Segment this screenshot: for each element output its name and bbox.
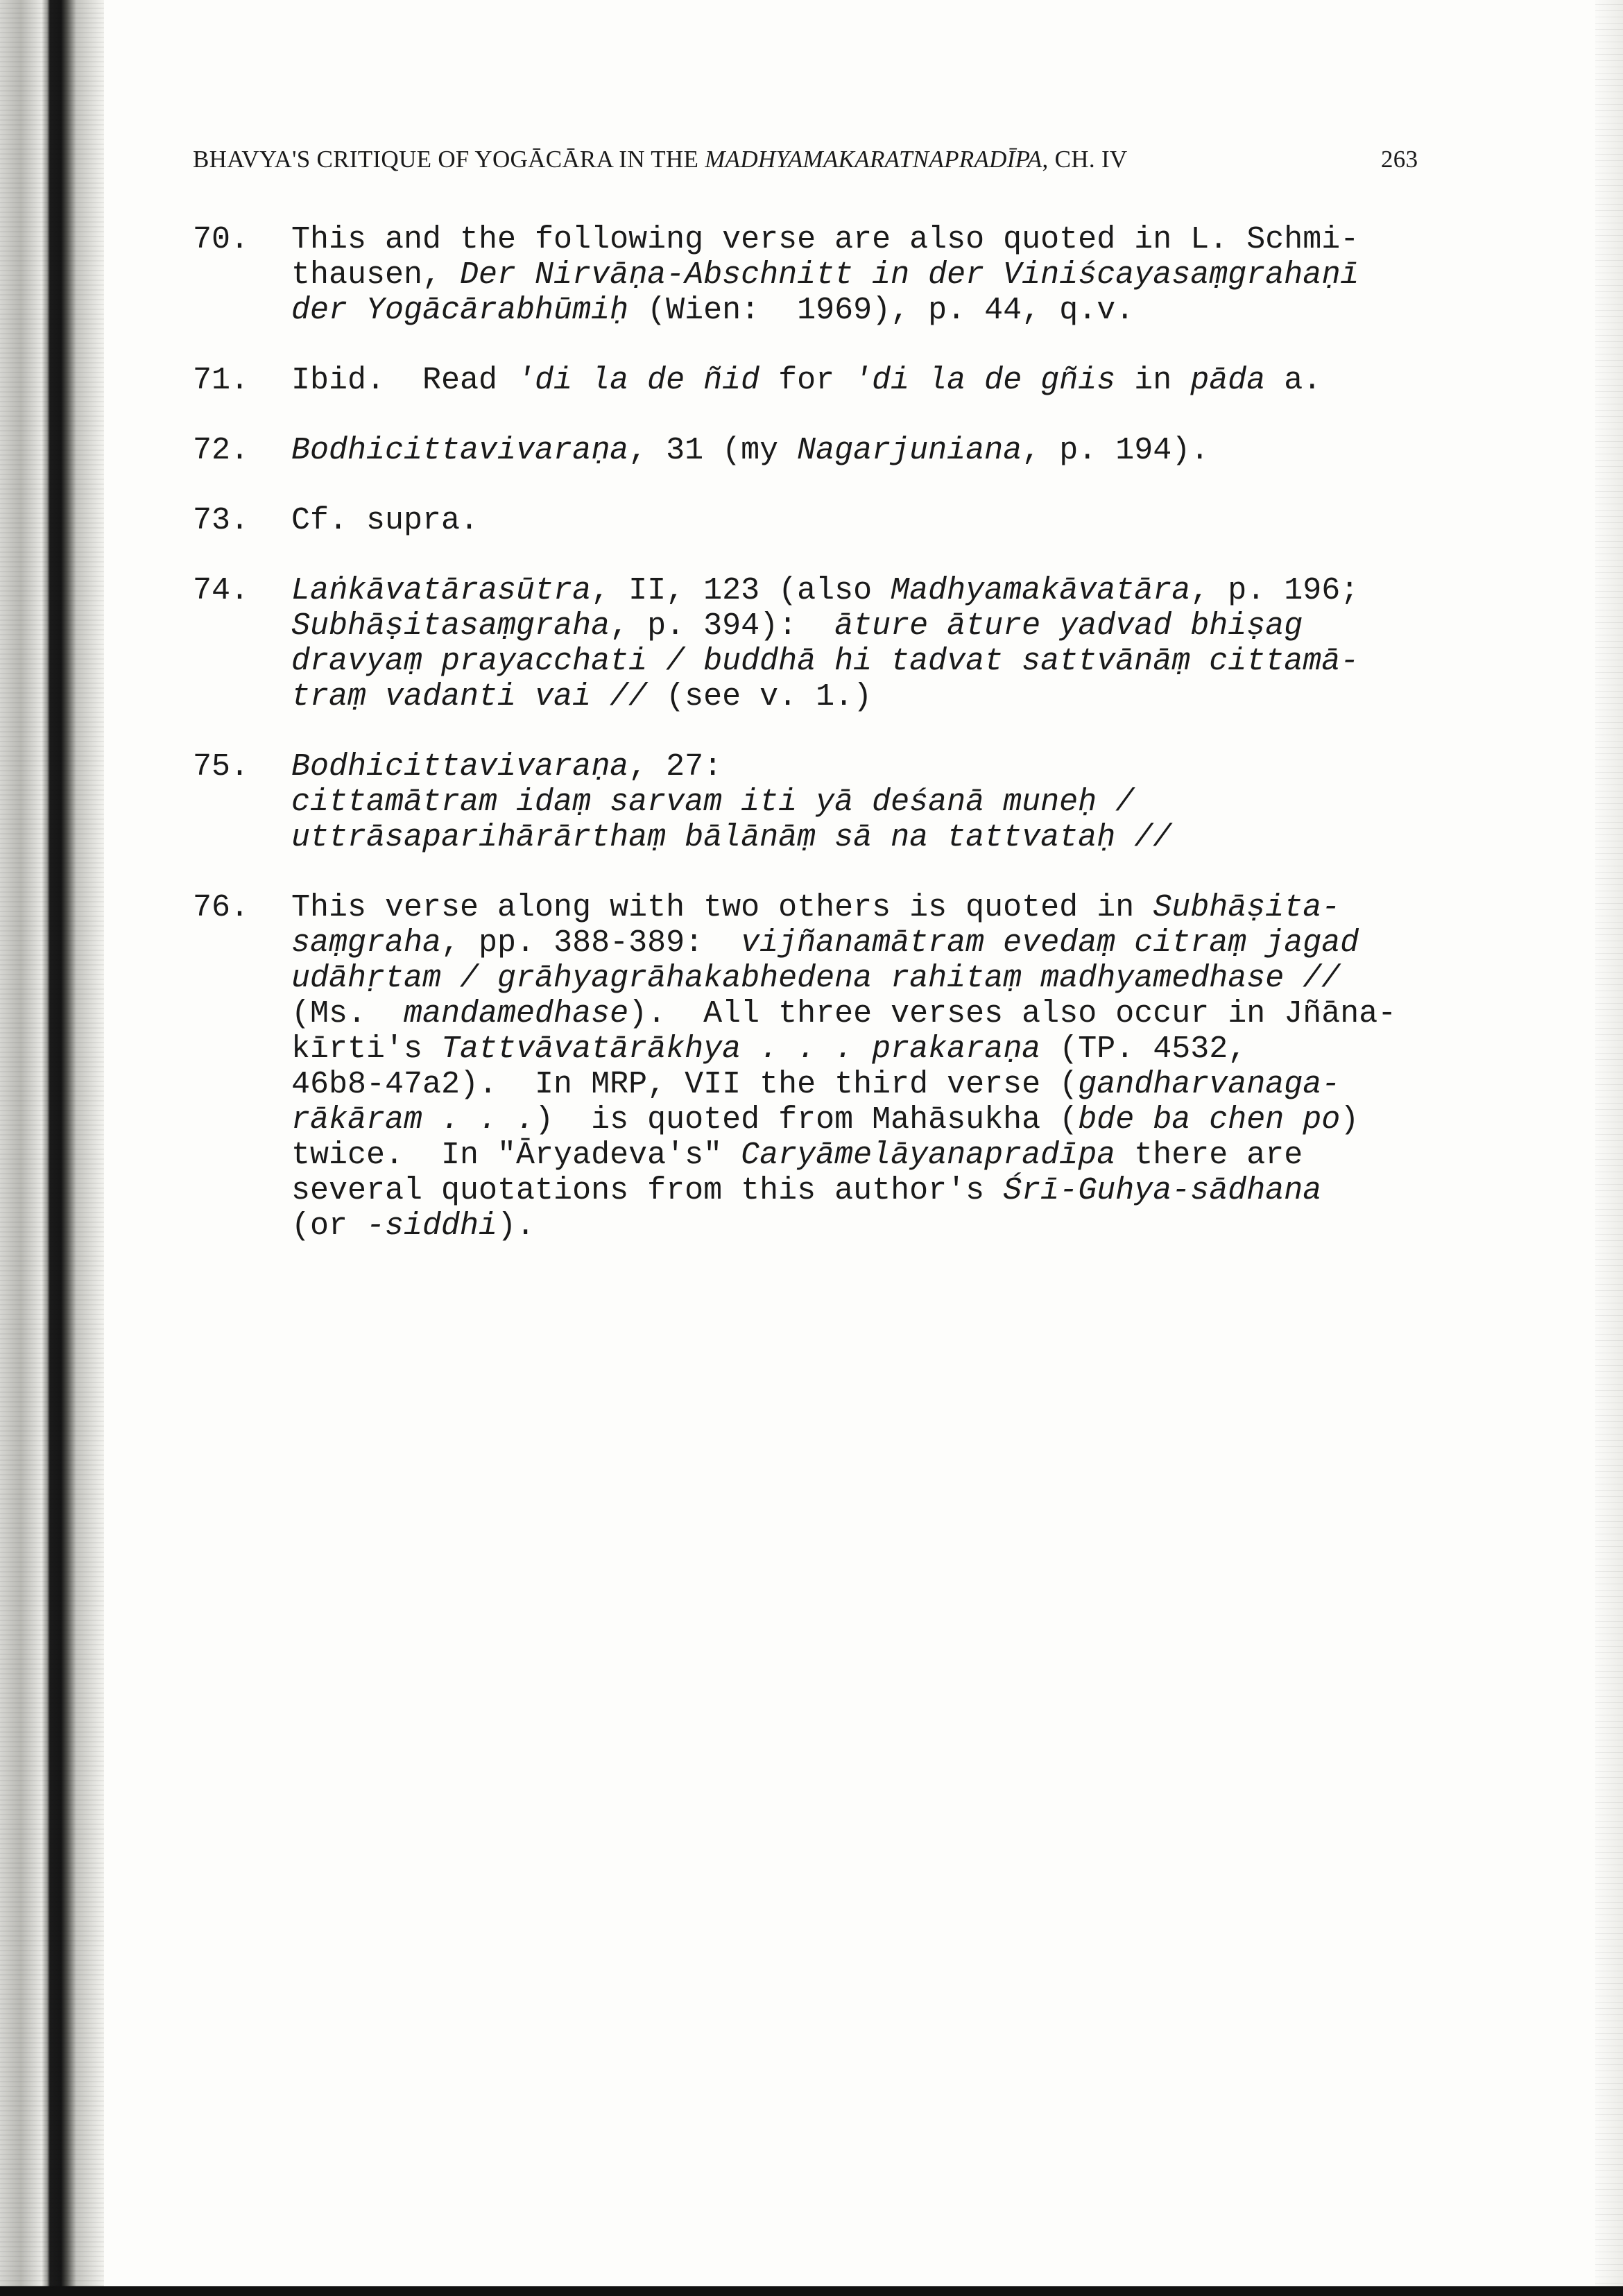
italic-run: bde ba chen po [1078,1102,1341,1138]
italic-run: āture āture yadvad bhiṣag [834,608,1303,644]
italic-run: udāhṛtam / grāhyagrāhakabhedena rahitaṃ madhyamedhase // [291,961,1341,996]
italic-run: dravyaṃ prayacchati / buddhā hi tadvat sattvānāṃ cittamā- [291,644,1359,679]
footnote [193,503,1441,538]
footnote-number: 76. [193,890,250,925]
page-number: 263 [1381,146,1418,173]
italic-run: Madhyamakāvatāra [891,573,1191,608]
footnote-line [291,257,1441,293]
footnote [193,433,1441,468]
text-run: (Ms. [291,996,404,1031]
text-run: , 27: [628,749,723,785]
text-run: , pp. 388-389: [441,925,741,961]
italic-run: Der Nirvāṇa-Abschnitt in der Viniścayasaṃgrahaṇī [460,257,1359,293]
italic-run: Tattvāvatārākhya . . . prakaraṇa [441,1031,1041,1067]
text-run: 46b8-47a2). In MRP, VII the third verse ( [291,1067,1079,1102]
text-run: several quotations from this author's [291,1173,1004,1208]
italic-run: Bodhicittavivaraṇa [291,433,629,468]
footnote-text [291,222,1441,328]
text-run: ). [497,1208,535,1244]
scan-bottom-edge [0,2286,1623,2296]
footnote-line [291,996,1441,1031]
footnote [193,890,1441,1244]
footnote-line [291,1138,1441,1173]
footnote-line [291,1031,1441,1067]
text-run: This verse along with two others is quoted in [291,890,1153,925]
footnote-line [291,503,1441,538]
italic-run: gandharvanaga- [1078,1067,1341,1102]
footnote-number: 72. [193,433,250,468]
text-run: thausen, [291,257,461,293]
text-run: Ibid. Read [291,363,517,398]
footnote-text [291,573,1441,714]
footnote-line [291,573,1441,608]
italic-run: pāda [1190,363,1266,398]
text-run: , p. 196; [1190,573,1359,608]
footnote-line [291,925,1441,961]
text-run: there are [1115,1138,1303,1173]
footnote [193,363,1441,398]
footnote-line [291,363,1441,398]
footnote-line [291,644,1441,679]
footnote-line [291,820,1441,855]
text-run: ) [1340,1102,1359,1138]
italic-run: Nagarjuniana [797,433,1022,468]
italic-run: traṃ vadanti vai // [291,679,648,714]
footnote-line [291,608,1441,644]
text-run: This and the following verse are also quoted in L. Schmi- [291,222,1359,257]
footnote-line [291,1102,1441,1138]
text-run: , 31 (my [628,433,798,468]
running-header [193,146,1427,173]
footnote-number: 71. [193,363,250,398]
italic-run: Bodhicittavivaraṇa [291,749,629,785]
footnote-text [291,890,1441,1244]
italic-run: -siddhi [366,1208,498,1244]
text-run: ) is quoted from Mahāsukha ( [535,1102,1079,1138]
italic-run: Subhāṣita- [1153,890,1341,925]
italic-run: 'di la de gñis [853,363,1116,398]
text-run: , p. 394): [610,608,835,644]
footnote [193,222,1441,328]
footnote-text [291,503,1441,538]
italic-run: rākāram . . . [291,1102,535,1138]
text-run: a. [1265,363,1322,398]
footnotes-list [193,222,1441,1278]
footnote-number: 70. [193,222,250,257]
footnote-line [291,961,1441,996]
footnote-line [291,222,1441,257]
footnote-line [291,1208,1441,1244]
footnote-number: 74. [193,573,250,608]
text-run: , II, 123 (also [591,573,891,608]
scan-right-edge [1595,0,1623,2296]
scan-binding-edge [0,0,104,2296]
italic-run: Laṅkāvatārasūtra [291,573,592,608]
footnote-line [291,1067,1441,1102]
italic-run: Caryāmelāyanapradīpa [741,1138,1116,1173]
running-title-prefix: BHAVYA'S CRITIQUE OF YOGĀCĀRA IN THE [193,146,705,173]
footnote-text [291,363,1441,398]
running-title-suffix: , CH. IV [1042,146,1128,173]
footnote-line [291,749,1441,785]
footnote-line [291,293,1441,328]
text-run: (Wien: 1969), p. 44, q.v. [628,293,1135,328]
text-run: kīrti's [291,1031,442,1067]
text-run: (see v. 1.) [647,679,873,714]
footnote [193,573,1441,714]
footnote-text [291,749,1441,855]
italic-run: cittamātram idaṃ sarvam iti yā deśanā muneḥ / [291,785,1135,820]
text-run: , p. 194). [1022,433,1210,468]
footnote-text [291,433,1441,468]
footnote-line [291,679,1441,714]
footnote-number: 75. [193,749,250,785]
italic-run: mandamedhase [404,996,629,1031]
italic-run: Śrī-Guhya-sādhana [1003,1173,1322,1208]
text-run: twice. In "Āryadeva's" [291,1138,741,1173]
italic-run: saṃgraha [291,925,442,961]
italic-run: Subhāṣitasaṃgraha [291,608,610,644]
italic-run: vijñanamātram evedaṃ citraṃ jagad [741,925,1359,961]
running-title-italic: MADHYAMAKARATNAPRADĪPA [705,146,1042,173]
text-run: Cf. supra. [291,503,479,538]
footnote-line [291,785,1441,820]
text-run: (TP. 4532, [1040,1031,1247,1067]
italic-run: uttrāsaparihārārthaṃ bālānāṃ sā na tattvataḥ // [291,820,1172,855]
footnote-line [291,890,1441,925]
italic-run: der Yogācārabhūmiḥ [291,293,629,328]
footnote [193,749,1441,855]
text-run: (or [291,1208,367,1244]
footnote-number: 73. [193,503,250,538]
text-run: in [1115,363,1191,398]
footnote-line [291,433,1441,468]
footnote-line [291,1173,1441,1208]
text-run: for [759,363,854,398]
running-title [193,146,1127,173]
italic-run: 'di la de ñid [516,363,760,398]
text-run: ). All three verses also occur in Jñāna- [628,996,1397,1031]
